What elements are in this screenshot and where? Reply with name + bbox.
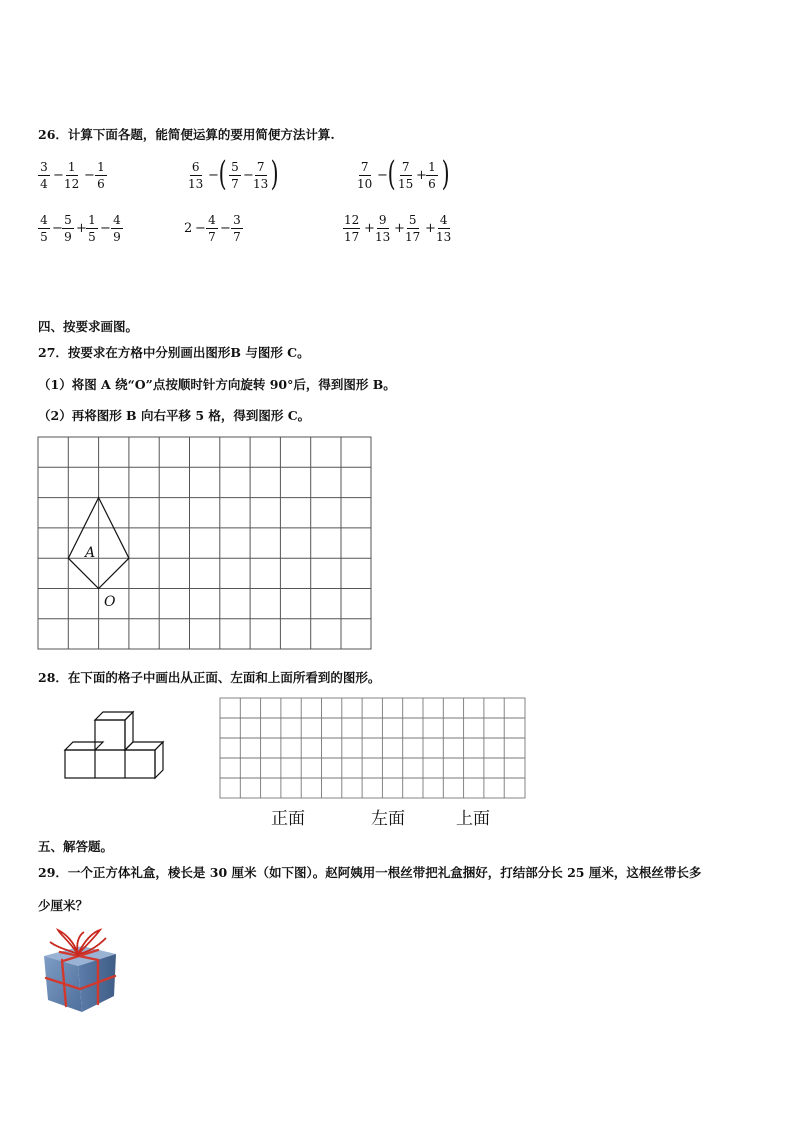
fraction: $\frac{7}{13}$ (253, 160, 269, 191)
operator: − (243, 168, 254, 183)
cube-stack-figure (62, 710, 172, 780)
operator: + (364, 221, 375, 236)
fraction: $\frac{1}{6}$ (95, 160, 107, 191)
q27-step-2: （2）再将图形 B 向右平移 5 格，得到图形 C。 (38, 408, 311, 423)
operator: − (208, 168, 219, 183)
operator: + (416, 168, 427, 183)
leading-number: 2 (184, 221, 193, 236)
fraction: $\frac{4}{5}$ (38, 213, 50, 244)
operator: − (195, 221, 206, 236)
label-front-view: 正面 (271, 809, 305, 829)
operator: − (52, 221, 63, 236)
q27-step-1: （1）将图 A 绕“O”点按顺时针方向旋转 90°后，得到图形 B。 (38, 377, 396, 392)
q29-text-line-2: 少厘米？ (38, 898, 89, 913)
operator: − (100, 221, 111, 236)
point-o-label: O (104, 594, 116, 610)
operator: − (84, 168, 95, 183)
fraction: $\frac{1}{6}$ (426, 160, 438, 191)
operator: + (76, 221, 87, 236)
views-grid (219, 697, 527, 801)
fraction: $\frac{3}{4}$ (38, 160, 50, 191)
fraction: $\frac{5}{9}$ (62, 213, 74, 244)
q27-title: 27．按要求在方格中分别画出图形B 与图形 C。 (38, 345, 310, 360)
label-left-view: 左面 (371, 809, 405, 829)
fraction: $\frac{4}{9}$ (111, 213, 123, 244)
operator: − (53, 168, 64, 183)
q26-title: 26．计算下面各题，能简便运算的要用简便方法计算. (38, 127, 335, 142)
left-paren: ( (218, 154, 227, 194)
right-paren: ) (441, 154, 450, 194)
fraction: $\frac{3}{7}$ (231, 213, 243, 244)
operator: − (377, 168, 388, 183)
q28-title: 28．在下面的格子中画出从正面、左面和上面所看到的图形。 (38, 670, 381, 685)
fraction: $\frac{6}{13}$ (188, 160, 204, 191)
fraction: $\frac{7}{15}$ (398, 160, 414, 191)
rotation-grid (37, 436, 373, 652)
fraction: $\frac{7}{10}$ (357, 160, 373, 191)
fraction: $\frac{12}{17}$ (344, 213, 360, 244)
q29-text-line-1: 29．一个正方体礼盒，棱长是 30 厘米（如下图）。赵阿姨用一根丝带把礼盒捆好，打结部分长 25 厘米，这根丝带长多 (38, 865, 702, 880)
fraction: $\frac{5}{7}$ (229, 160, 241, 191)
fraction: $\frac{1}{12}$ (64, 160, 80, 191)
label-top-view: 上面 (456, 809, 490, 829)
right-paren: ) (270, 154, 279, 194)
shape-a-label: A (85, 545, 96, 561)
operator: + (425, 221, 436, 236)
operator: − (220, 221, 231, 236)
left-paren: ( (387, 154, 396, 194)
fraction: $\frac{4}{13}$ (436, 213, 452, 244)
section-4-heading: 四、按要求画图。 (38, 319, 139, 334)
fraction: $\frac{5}{17}$ (405, 213, 421, 244)
fraction: $\frac{9}{13}$ (375, 213, 391, 244)
operator: + (394, 221, 405, 236)
section-5-heading: 五、解答题。 (38, 839, 114, 854)
gift-box-icon (38, 926, 122, 1016)
fraction: $\frac{4}{7}$ (206, 213, 218, 244)
fraction: $\frac{1}{5}$ (86, 213, 98, 244)
